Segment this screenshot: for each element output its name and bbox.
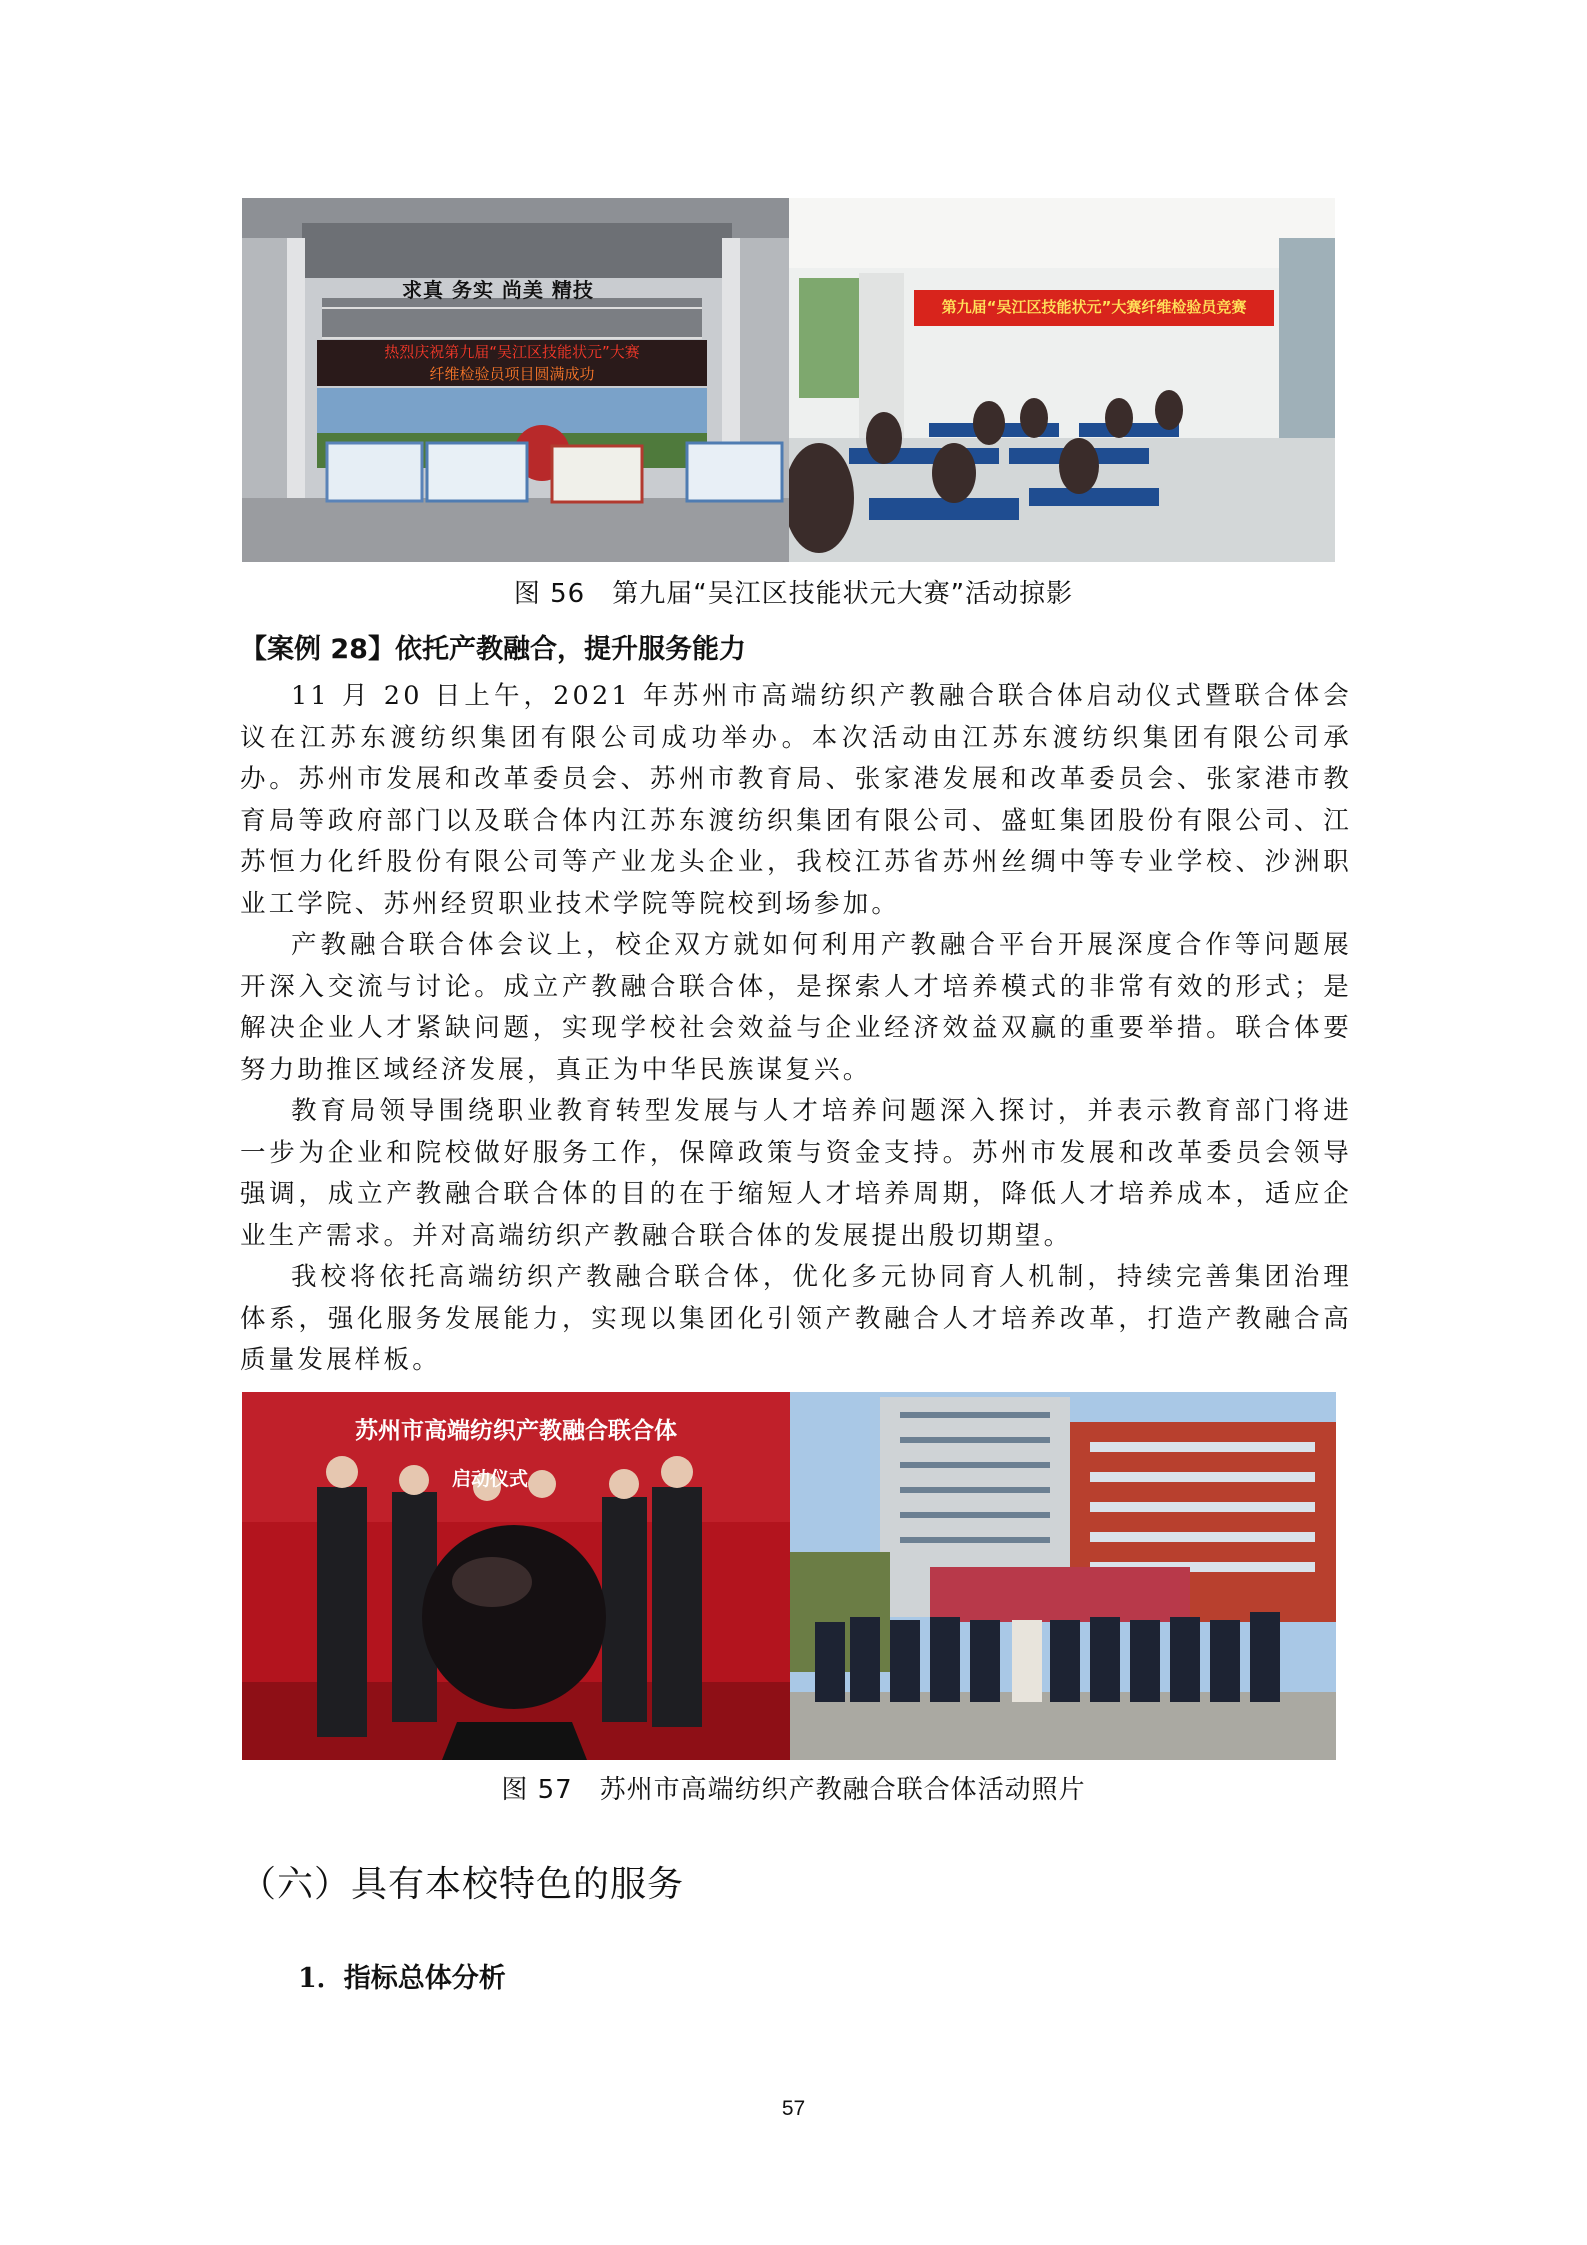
case-label: 【案例 28】 xyxy=(240,634,395,665)
photo-group-building xyxy=(790,1392,1336,1760)
paragraph-4: 我校将依托高端纺织产教融合联合体，优化多元协同育人机制，持续完善集团治理体系，强化服务发展能力，实现以集团化引领产教融合人才培养改革，打造产教融合高质量发展样板。 xyxy=(240,1262,1352,1375)
school-slogan: 求真 务实 尚美 精技 xyxy=(402,278,594,302)
case-title-text: 依托产教融合，提升服务能力 xyxy=(394,634,746,665)
competition-banner: 第九届“吴江区技能状元”大赛纤维检验员竞赛 xyxy=(941,298,1247,316)
section-title: （六）具有本校特色的服务 xyxy=(240,1864,685,1905)
paragraph-1: 11 月 20 日上午，2021 年苏州市高端纺织产教融合联合体启动仪式暨联合体会议在江苏东渡纺织集团有限公司成功举办。本次活动由江苏东渡纺织集团有限公司承办。苏州市发展和改革委员会、苏州市教育局、张家港发展和改革委员会、张家港市教育局等政府部门以及联合体内江苏东渡纺织集团有限公司、盛虹集团股份有限公司、江苏恒力化纤股份有限公司等产业龙头企业，我校江苏省苏州丝绸中等专业学校、沙洲职业工学院、苏州经贸职业技术学院等院校到场参加。 xyxy=(240,681,1352,919)
ceremony-backdrop-title: 苏州市高端纺织产教融合联合体 xyxy=(355,1418,677,1444)
subsection-title: 1．指标总体分析 xyxy=(298,1963,506,1994)
paragraph-2: 产教融合联合体会议上，校企双方就如何利用产教融合平台开展深度合作等问题展开深入交流与讨论。成立产教融合联合体，是探索人才培养模式的非常有效的形式；是解决企业人才紧缺问题，实现学校社会效益与企业经济效益双赢的重要举措。联合体要努力助推区域经济发展，真正为中华民族谋复兴。 xyxy=(240,930,1352,1085)
led-sign-line2: 纤维检验员项目圆满成功 xyxy=(429,365,595,383)
page-number: 57 xyxy=(781,2097,806,2120)
photo-launch-ceremony xyxy=(242,1392,790,1760)
paragraph-3: 教育局领导围绕职业教育转型发展与人才培养问题深入探讨，并表示教育部门将进一步为企业和院校做好服务工作，保障政策与资金支持。苏州市发展和改革委员会领导强调，成立产教融合联合体的目的在于缩短人才培养周期，降低人才培养成本，适应企业生产需求。并对高端纺织产教融合联合体的发展提出殷切期望。 xyxy=(240,1096,1352,1251)
case-heading xyxy=(240,627,746,666)
ceremony-backdrop-sub: 启动仪式 xyxy=(452,1468,529,1490)
photo-school-entrance xyxy=(242,198,789,562)
figure-57-caption: 图 57 苏州市高端纺织产教融合联合体活动照片 xyxy=(501,1775,1086,1805)
figure-56-caption: 图 56 第九届“吴江区技能状元大赛”活动掠影 xyxy=(513,579,1074,609)
case-body xyxy=(240,676,1352,1382)
led-sign-line1: 热烈庆祝第九届“吴江区技能状元”大赛 xyxy=(384,343,640,361)
photo-competition-classroom xyxy=(789,198,1335,562)
